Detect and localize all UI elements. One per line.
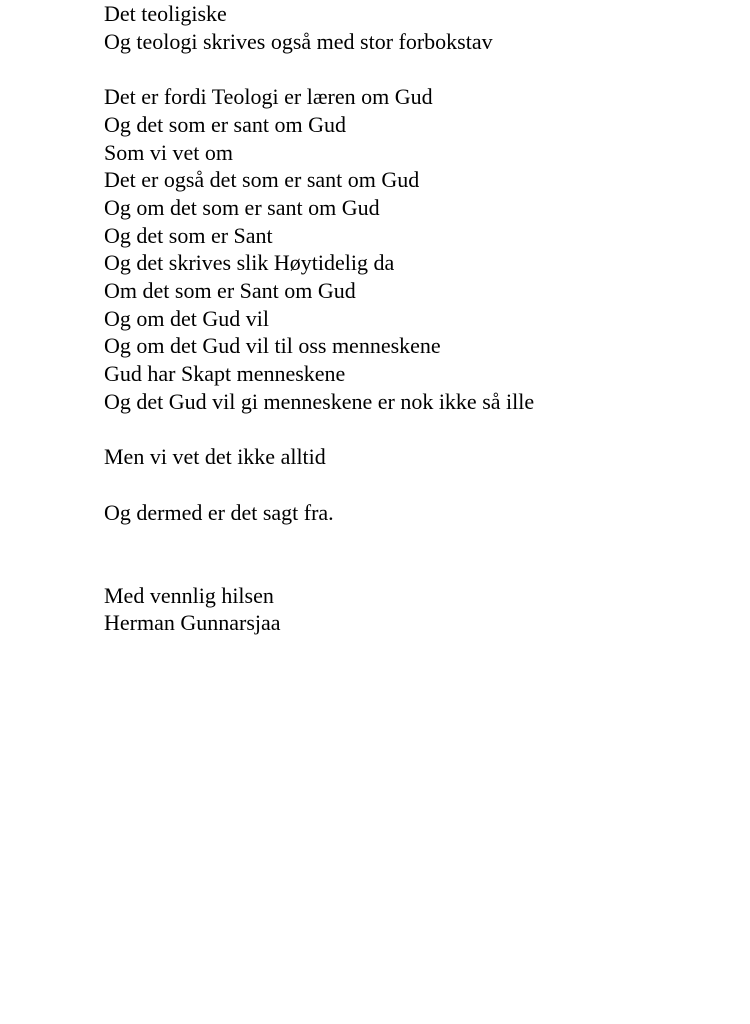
signature-block: [104, 582, 724, 637]
remark-paragraph: [104, 443, 724, 471]
conclusion-line: Og dermed er det sagt fra.: [104, 499, 334, 525]
body-line-11: Gud har Skapt menneskene: [104, 361, 346, 387]
body-line-9: Og om det Gud vil: [104, 305, 269, 331]
author-name: Herman Gunnarsjaa: [104, 610, 281, 636]
body-line-1: Det er fordi Teologi er læren om Gud: [104, 84, 433, 110]
body-line-3: Som vi vet om: [104, 139, 233, 165]
body-line-7: Og det skrives slik Høytidelig da: [104, 250, 395, 276]
intro-line-2: Og teologi skrives også med stor forbokstav: [104, 28, 493, 54]
body-line-2: Og det som er sant om Gud: [104, 111, 346, 137]
body-line-12: Og det Gud vil gi menneskene er nok ikke så ille: [104, 388, 535, 414]
body-line-5: Og om det som er sant om Gud: [104, 194, 380, 220]
intro-line-1: Det teoligiske: [104, 1, 227, 26]
document-text: [104, 0, 724, 665]
closing-line: Med vennlig hilsen: [104, 582, 274, 608]
body-line-4: Det er også det som er sant om Gud: [104, 167, 420, 193]
conclusion-paragraph: [104, 499, 724, 527]
body-line-6: Og det som er Sant: [104, 222, 273, 248]
intro-paragraph: [104, 0, 724, 55]
remark-line: Men vi vet det ikke alltid: [104, 444, 326, 470]
body-paragraph: [104, 83, 724, 415]
body-line-8: Om det som er Sant om Gud: [104, 278, 356, 304]
body-line-10: Og om det Gud vil til oss menneskene: [104, 333, 441, 359]
